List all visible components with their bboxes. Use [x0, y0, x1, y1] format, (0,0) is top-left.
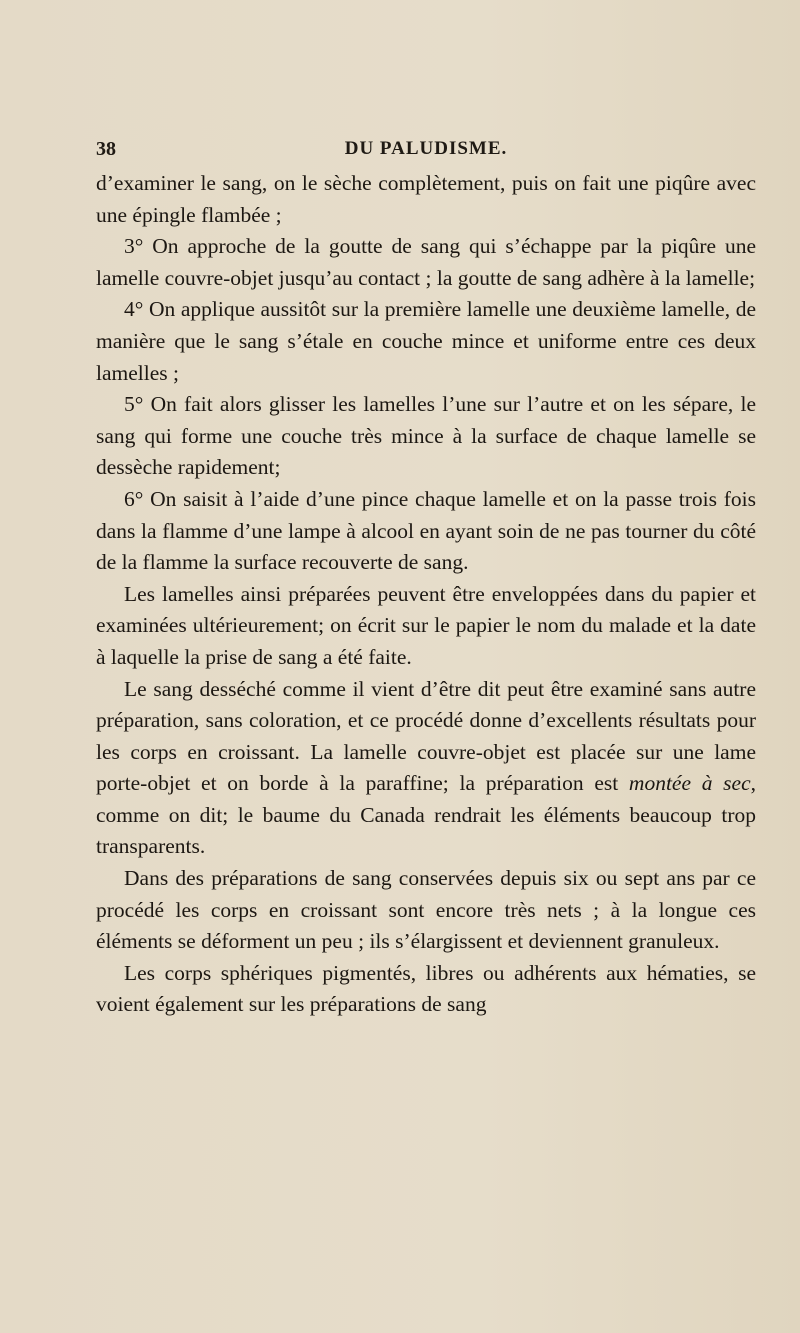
paragraph-text: , comme on dit; le baume du Canada rendrait les éléments beaucoup trop transparents.	[96, 771, 757, 859]
paragraph: 5° On fait alors glisser les lamelles l’une sur l’autre et on les sépare, le sang qui forme une couche très mince à la surface de chaque lamelle se dessèche rapidement;	[96, 392, 756, 480]
paragraph: 4° On applique aussitôt sur la première lamelle une deuxième lamelle, de manière que le sang s’étale en couche mince et uniforme entre ces deux lamelles ;	[96, 297, 756, 385]
paragraph: Les corps sphériques pigmentés, libres ou adhérents aux hématies, se voient également sur les préparations de sang	[96, 960, 756, 1017]
running-title: DU PALUDISME.	[344, 138, 508, 159]
body-text	[96, 168, 756, 1021]
paragraph: Les lamelles ainsi préparées peuvent être enveloppées dans du papier et examinées ultérieurement; on écrit sur le papier le nom du malade et la date à laquelle la prise de sang a été faite.	[96, 581, 756, 669]
page-header	[96, 138, 756, 168]
page-number: 38	[96, 138, 116, 160]
paragraph: 3° On approche de la goutte de sang qui s’échappe par la piqûre une lamelle couvre-objet jusqu’au contact ; la goutte de sang adhère à la lamelle;	[96, 234, 756, 290]
paragraph	[96, 674, 756, 864]
paragraph: Dans des préparations de sang conservées depuis six ou sept ans par ce procédé les corps en croissant sont encore très nets ; à la longue ces éléments se déforment un peu ; ils s’élargissent et deviennent granuleux.	[96, 866, 756, 954]
italic-term: montée à sec	[628, 771, 751, 796]
paragraph: d’examiner le sang, on le sèche complètement, puis on fait une piqûre avec une épingle flambée ;	[96, 171, 756, 227]
paragraph: 6° On saisit à l’aide d’une pince chaque lamelle et on la passe trois fois dans la flamme d’une lampe à alcool en ayant soin de ne pas tourner du côté de la flamme la surface recouverte de sang.	[96, 486, 756, 575]
paragraph-text: Le sang desséché comme il vient d’être dit peut être examiné sans autre préparation, sans coloration, et ce procédé donne d’excellents résultats pour les corps en croissant. La lamelle couvre-objet est placée sur une lame porte-objet et on borde à la paraffine; la préparation est	[96, 676, 756, 796]
